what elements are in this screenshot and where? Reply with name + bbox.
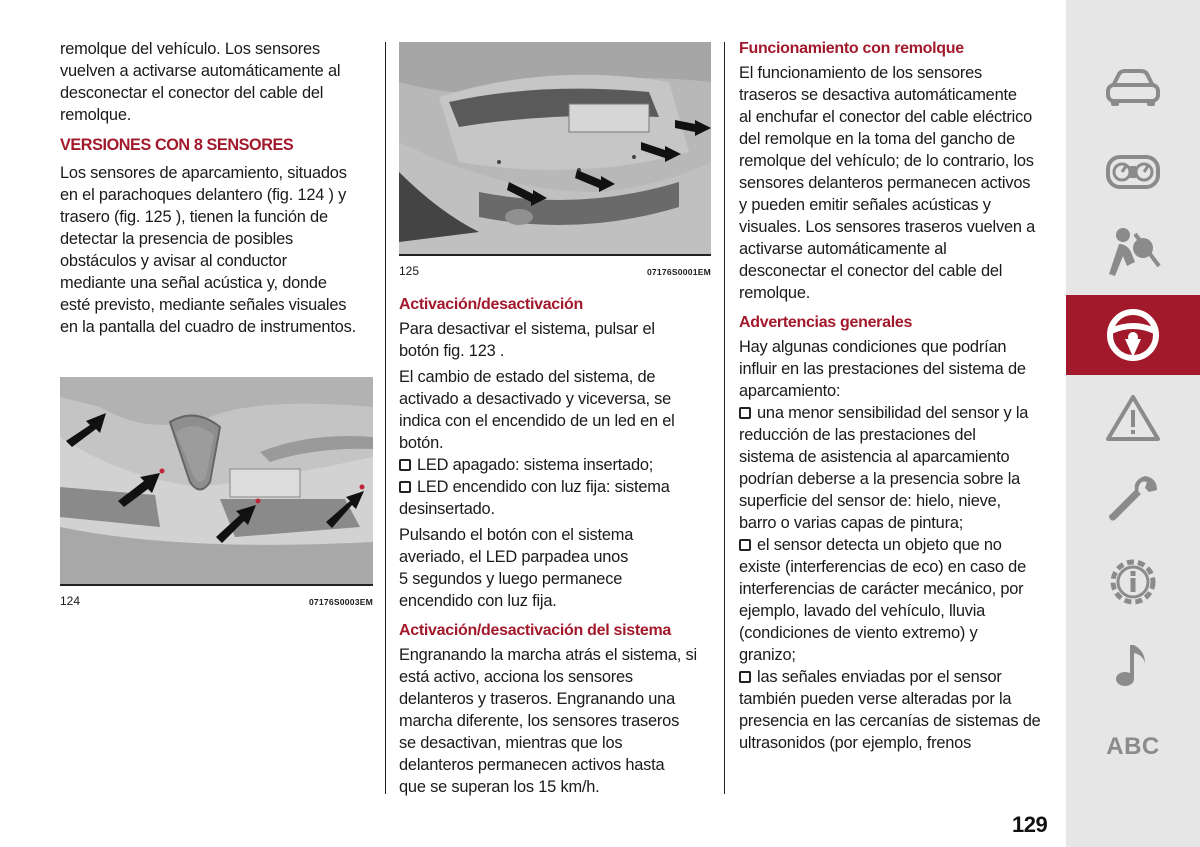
abc-index-label: ABC: [1106, 733, 1160, 760]
subheading-trailer: Funcionamiento con remolque: [739, 40, 964, 57]
steering-wheel-icon: [1105, 307, 1161, 363]
figure-caption: [399, 256, 711, 278]
col1-body: Los sensores de aparcamiento, situados en el parachoques delantero (fig. 124 ) y trasero (fig. 125 ), tienen la función de detectar la presencia de posibles obstáculos y avisar al conductor mediante una señal acústica y, donde esté previsto, mediante señales visuales en la pantalla del cuadro de instrumentos.: [60, 164, 356, 336]
bullet-item: el sensor detecta un objeto que no: [739, 534, 1054, 556]
sidebar-item-maintenance[interactable]: [1066, 460, 1200, 540]
figure-number: 124: [60, 594, 81, 608]
sidebar-item-driving[interactable]: [1066, 295, 1200, 375]
section-heading: VERSIONES CON 8 SENSORES: [60, 136, 294, 154]
figure-code: 07176S0003EM: [308, 597, 373, 607]
figure-number: 125: [399, 264, 420, 278]
checkbox-bullet-icon: [739, 539, 751, 551]
col2-p4: Engranando la marcha atrás el sistema, si está activo, acciona los sensores delanteros y traseros. Engranando una marcha diferente, los sensores traseros se desactivan, mientras que los delanteros permanecen activos hasta que se superan los 15 km/h.: [399, 646, 697, 796]
column-divider-2: [724, 42, 725, 794]
column-3: [739, 34, 1054, 758]
figure-caption: [60, 586, 373, 608]
col3-p1: El funcionamiento de los sensores traseros se desactiva automáticamente al enchufar el conector del cable eléctrico del remolque en la toma del gancho de remolque del vehículo; de lo contrario, los sensores delanteros permanecen activos y pueden emitir señales acústicas y visuales. Los sensores traseros vuelven a activarse automáticamente al desconectar el conector del cable del remolque.: [739, 64, 1036, 302]
dashboard-icon: [1105, 152, 1161, 192]
front-bumper-illustration: [60, 377, 373, 584]
column-1: [60, 38, 375, 342]
column-2: [399, 286, 711, 802]
music-note-icon: [1105, 637, 1161, 693]
col3-p2: Hay algunas condiciones que podrían influir en las prestaciones del sistema de aparcamiento: una menor sensibilidad del sensor y la reducción de las prestaciones del sistema de asistencia al aparcamiento podrían deberse a la presencia sobre la superficie del sensor de: hielo, nieve, barro o varias capas de pintura; el sensor detecta un objeto que no existe (interferencias de eco) en caso de interferencias de carácter mecánico, por ejemplo, lavado del vehículo, lluvia (condiciones de viento extremo) y granizo; las señales enviadas por el sensor también pueden verse alteradas por la presencia en las cercanías de sistemas de ultrasonidos (por ejemplo, frenos: [739, 336, 1054, 754]
col1-lead: remolque del vehículo. Los sensores vuelven a activarse automáticamente al desconectar el conector del cable del remolque.: [60, 40, 341, 124]
checkbox-bullet-icon: [399, 459, 411, 471]
checkbox-bullet-icon: [739, 671, 751, 683]
checkbox-bullet-icon: [399, 481, 411, 493]
sidebar-item-car[interactable]: [1066, 48, 1200, 128]
sidebar-item-technical-data[interactable]: [1066, 542, 1200, 622]
sidebar-item-multimedia[interactable]: [1066, 625, 1200, 705]
sidebar-item-index[interactable]: [1066, 707, 1200, 787]
info-gear-icon: [1105, 554, 1161, 610]
sidebar-item-dashboard[interactable]: [1066, 132, 1200, 212]
bullet-item: LED apagado: sistema insertado;: [399, 454, 711, 476]
figure-124: [60, 377, 373, 608]
sidebar-item-airbag[interactable]: [1066, 212, 1200, 292]
bullet-item: LED encendido con luz fija: sistema: [399, 476, 711, 498]
bullet-item: una menor sensibilidad del sensor y la: [739, 402, 1054, 424]
rear-bumper-image: [399, 42, 711, 254]
col2-p2: El cambio de estado del sistema, de activado a desactivado y viceversa, se indica con el encendido de un led en el botón. LED apagado: sistema insertado; LED encendido con luz fija: sistema desinsertado.: [399, 366, 711, 520]
bullet-item: las señales enviadas por el sensor: [739, 666, 1054, 688]
front-bumper-image: [60, 377, 373, 584]
warning-icon: [1105, 393, 1161, 443]
wrench-icon: [1105, 472, 1161, 528]
col2-p1: Para desactivar el sistema, pulsar el botón fig. 123 .: [399, 320, 655, 360]
subheading-warnings: Advertencias generales: [739, 314, 913, 331]
subheading-activation: Activación/desactivación: [399, 296, 583, 313]
subheading-system-activation: Activación/desactivación del sistema: [399, 622, 671, 639]
col2-p3: Pulsando el botón con el sistema averiado, el LED parpadea unos 5 segundos y luego permanece encendido con luz fija.: [399, 526, 634, 610]
checkbox-bullet-icon: [739, 407, 751, 419]
sidebar-item-warning[interactable]: [1066, 378, 1200, 458]
car-icon: [1105, 68, 1161, 108]
figure-code: 07176S0001EM: [646, 267, 711, 277]
figure-125: [399, 42, 711, 278]
chapter-sidebar: [1066, 0, 1200, 847]
airbag-icon: [1105, 226, 1161, 278]
page-number: 129: [1012, 812, 1048, 837]
rear-bumper-illustration: [399, 42, 711, 254]
column-divider-1: [385, 42, 386, 794]
